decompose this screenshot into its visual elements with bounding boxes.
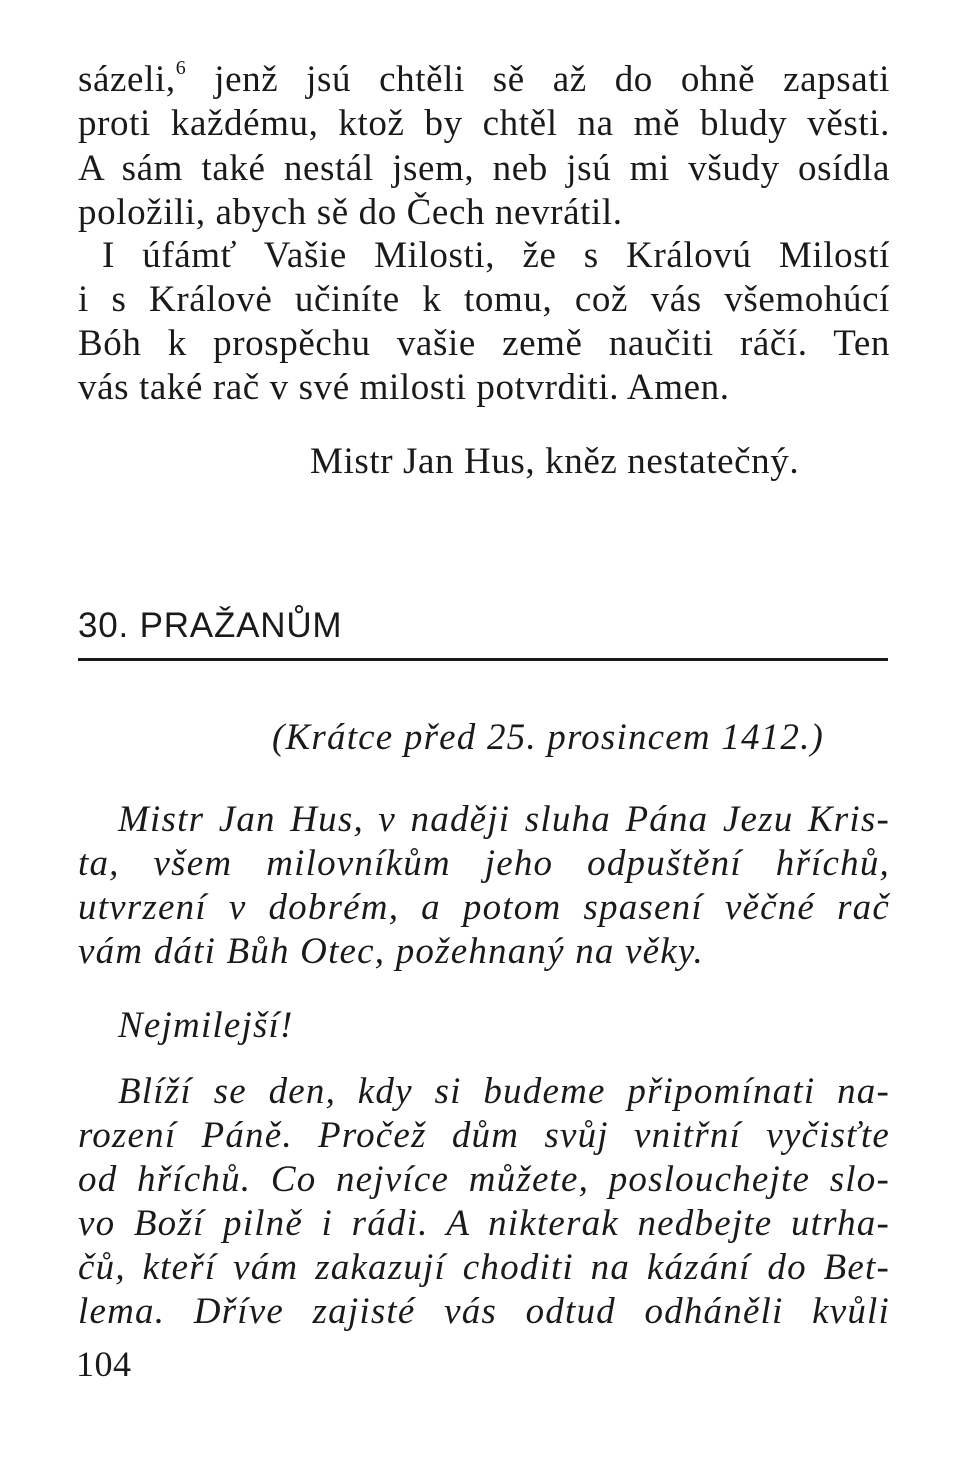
- text-line: lema. Dříve zajisté vás odtud odháněli kvůli: [78, 1291, 890, 1332]
- text-line: vo Boží pilně i rádi. A nikterak nedbejte utrha-: [78, 1203, 890, 1244]
- text-line: i s Královė učiníte k tomu, což vás všemohúcí: [78, 279, 890, 320]
- text-line: A sám také nestál jsem, neb jsú mi všudy osídla: [78, 148, 890, 189]
- text-line: vás také rač v své milosti potvrditi. Amen.: [78, 367, 730, 408]
- text-line: utvrzení v dobrém, a potom spasení věčné rač: [78, 887, 890, 928]
- text-fragment: sázeli,: [78, 59, 176, 100]
- salutation: Nejmilejší!: [118, 1005, 294, 1046]
- letter-date: (Krátce před 25. prosincem 1412.): [272, 717, 825, 758]
- text-fragment: jenž jsú chtěli sě až do ohně zapsati: [186, 59, 890, 100]
- section-heading: 30. PRAŽANŮM: [78, 606, 343, 645]
- text-line: vám dáti Bůh Otec, požehnaný na věky.: [78, 931, 704, 972]
- signature: Mistr Jan Hus, kněz nestatečný.: [310, 441, 800, 482]
- text-line: Bóh k prospěchu vašie země naučiti ráčí. Ten: [78, 323, 890, 364]
- text-line: Mistr Jan Hus, v naději sluha Pána Jezu Kris-: [118, 799, 890, 840]
- heading-rule: [78, 658, 888, 661]
- text-line: od hříchů. Co nejvíce můžete, poslouchejte slo-: [78, 1159, 890, 1200]
- text-line: proti každému, ktož by chtěl na mě bludy věsti.: [78, 103, 890, 144]
- text-line: Blíží se den, kdy si budeme připomínati na-: [118, 1071, 890, 1112]
- text-line: I úfámť Vašie Milosti, že s Královú Milostí: [102, 235, 890, 276]
- footnote-marker: 6: [175, 56, 187, 79]
- text-line: [78, 58, 890, 102]
- text-line: položili, abych sě do Čech nevrátil.: [78, 192, 623, 233]
- text-line: čů, kteří vám zakazují choditi na kázání do Bet-: [78, 1247, 890, 1288]
- page-number: 104: [76, 1344, 132, 1384]
- text-line: ta, všem milovníkům jeho odpuštění hříchů,: [78, 843, 890, 884]
- text-line: rození Páně. Pročež dům svůj vnitřní vyčisťte: [78, 1115, 890, 1156]
